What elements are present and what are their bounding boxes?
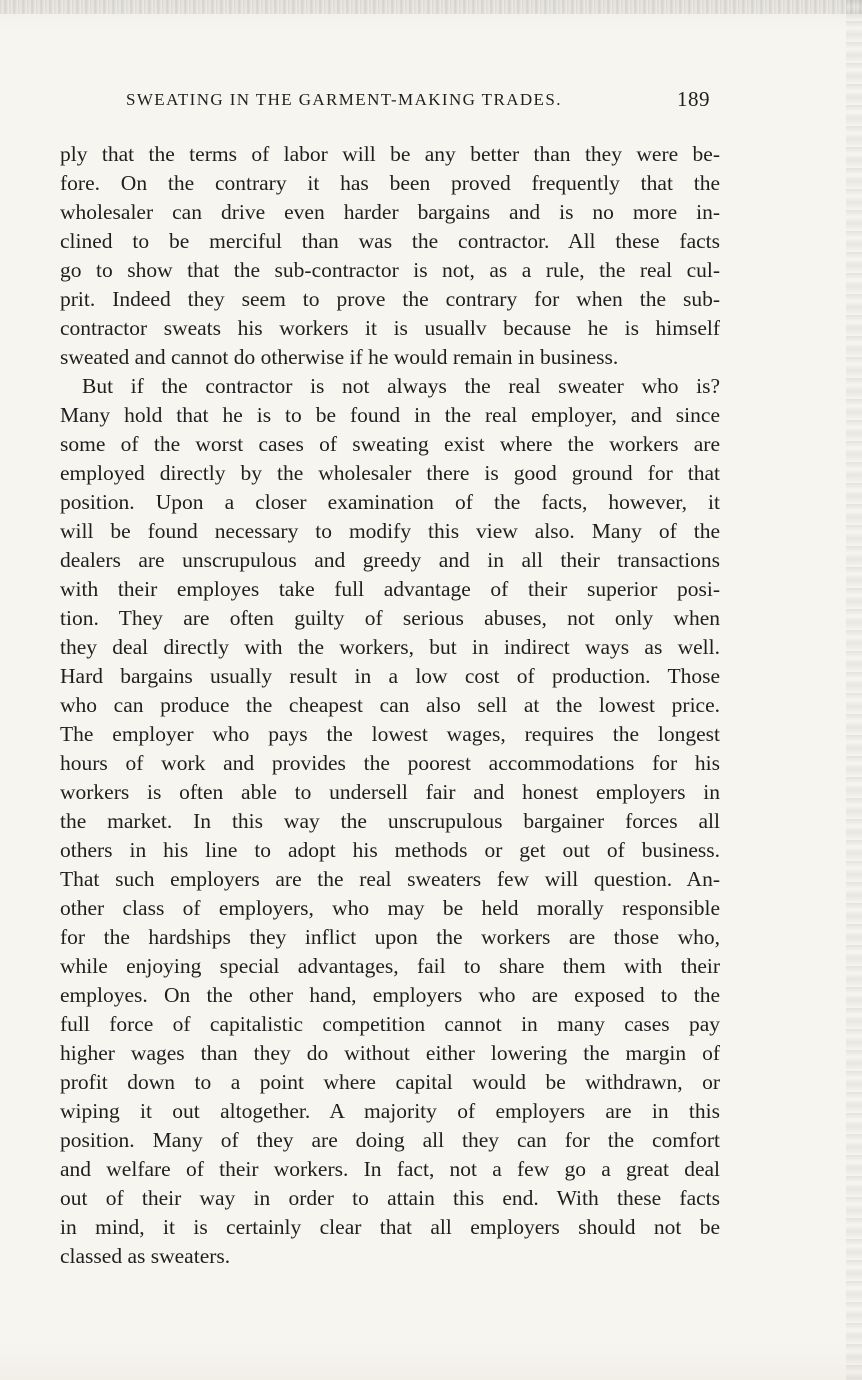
text-line: dealers are unscrupulous and greedy and in all their transactions: [60, 548, 720, 572]
text-line: workers is often able to undersell fair and honest employers in: [60, 780, 720, 804]
text-line: sweated and cannot do otherwise if he would remain in business.: [60, 345, 619, 369]
text-line: fore. On the contrary it has been proved frequently that the: [60, 171, 720, 195]
text-line: position. Upon a closer examination of the facts, however, it: [60, 490, 720, 514]
text-line: position. Many of they are doing all they can for the comfort: [60, 1128, 720, 1152]
text-line: The employer who pays the lowest wages, requires the longest: [60, 722, 720, 746]
text-line: But if the contractor is not always the real sweater who is?: [82, 374, 720, 398]
text-line: wiping it out altogether. A majority of employers are in this: [60, 1099, 720, 1123]
text-line: contractor sweats his workers it is usuallv because he is himself: [60, 316, 720, 340]
text-line: others in his line to adopt his methods or get out of business.: [60, 838, 720, 862]
text-line: full force of capitalistic competition cannot in many cases pay: [60, 1012, 720, 1036]
text-line: Many hold that he is to be found in the real employer, and since: [60, 403, 720, 427]
text-line: profit down to a point where capital would be withdrawn, or: [60, 1070, 720, 1094]
text-line: some of the worst cases of sweating exist where the workers are: [60, 432, 720, 456]
text-line: for the hardships they inflict upon the workers are those who,: [60, 925, 720, 949]
text-line: clined to be merciful than was the contractor. All these facts: [60, 229, 720, 253]
running-head: SWEATING IN THE GARMENT-MAKING TRADES.: [126, 90, 562, 109]
text-line: in mind, it is certainly clear that all employers should not be: [60, 1215, 720, 1239]
text-line: who can produce the cheapest can also sell at the lowest price.: [60, 693, 720, 717]
text-line: higher wages than they do without either lowering the margin of: [60, 1041, 720, 1065]
text-line: hours of work and provides the poorest accommodations for his: [60, 751, 720, 775]
text-line: other class of employers, who may be held morally responsible: [60, 896, 720, 920]
text-line: Hard bargains usually result in a low cost of production. Those: [60, 664, 720, 688]
text-line: prit. Indeed they seem to prove the contrary for when the sub-: [60, 287, 720, 311]
text-line: the market. In this way the unscrupulous bargainer forces all: [60, 809, 720, 833]
text-line: classed as sweaters.: [60, 1244, 231, 1268]
text-line: ply that the terms of labor will be any better than they were be-: [60, 142, 720, 166]
text-line: out of their way in order to attain this end. With these facts: [60, 1186, 720, 1210]
text-line: and welfare of their workers. In fact, not a few go a great deal: [60, 1157, 720, 1181]
page-number: 189: [677, 87, 710, 111]
text-line: wholesaler can drive even harder bargains and is no more in-: [60, 200, 720, 224]
scan-edge-top: [0, 0, 862, 14]
text-line: tion. They are often guilty of serious abuses, not only when: [60, 606, 720, 630]
text-line: with their employes take full advantage of their superior posi-: [60, 577, 720, 601]
text-line: they deal directly with the workers, but in indirect ways as well.: [60, 635, 720, 659]
text-line: employes. On the other hand, employers who are exposed to the: [60, 983, 720, 1007]
body-text: [60, 140, 720, 1271]
scan-edge-right: [846, 0, 862, 1380]
text-line: while enjoying special advantages, fail to share them with their: [60, 954, 720, 978]
text-line: employed directly by the wholesaler there is good ground for that: [60, 461, 720, 485]
text-line: will be found necessary to modify this view also. Many of the: [60, 519, 720, 543]
page-header: [120, 87, 720, 120]
text-line: go to show that the sub-contractor is not, as a rule, the real cul-: [60, 258, 720, 282]
text-line: That such employers are the real sweaters few will question. An-: [60, 867, 720, 891]
